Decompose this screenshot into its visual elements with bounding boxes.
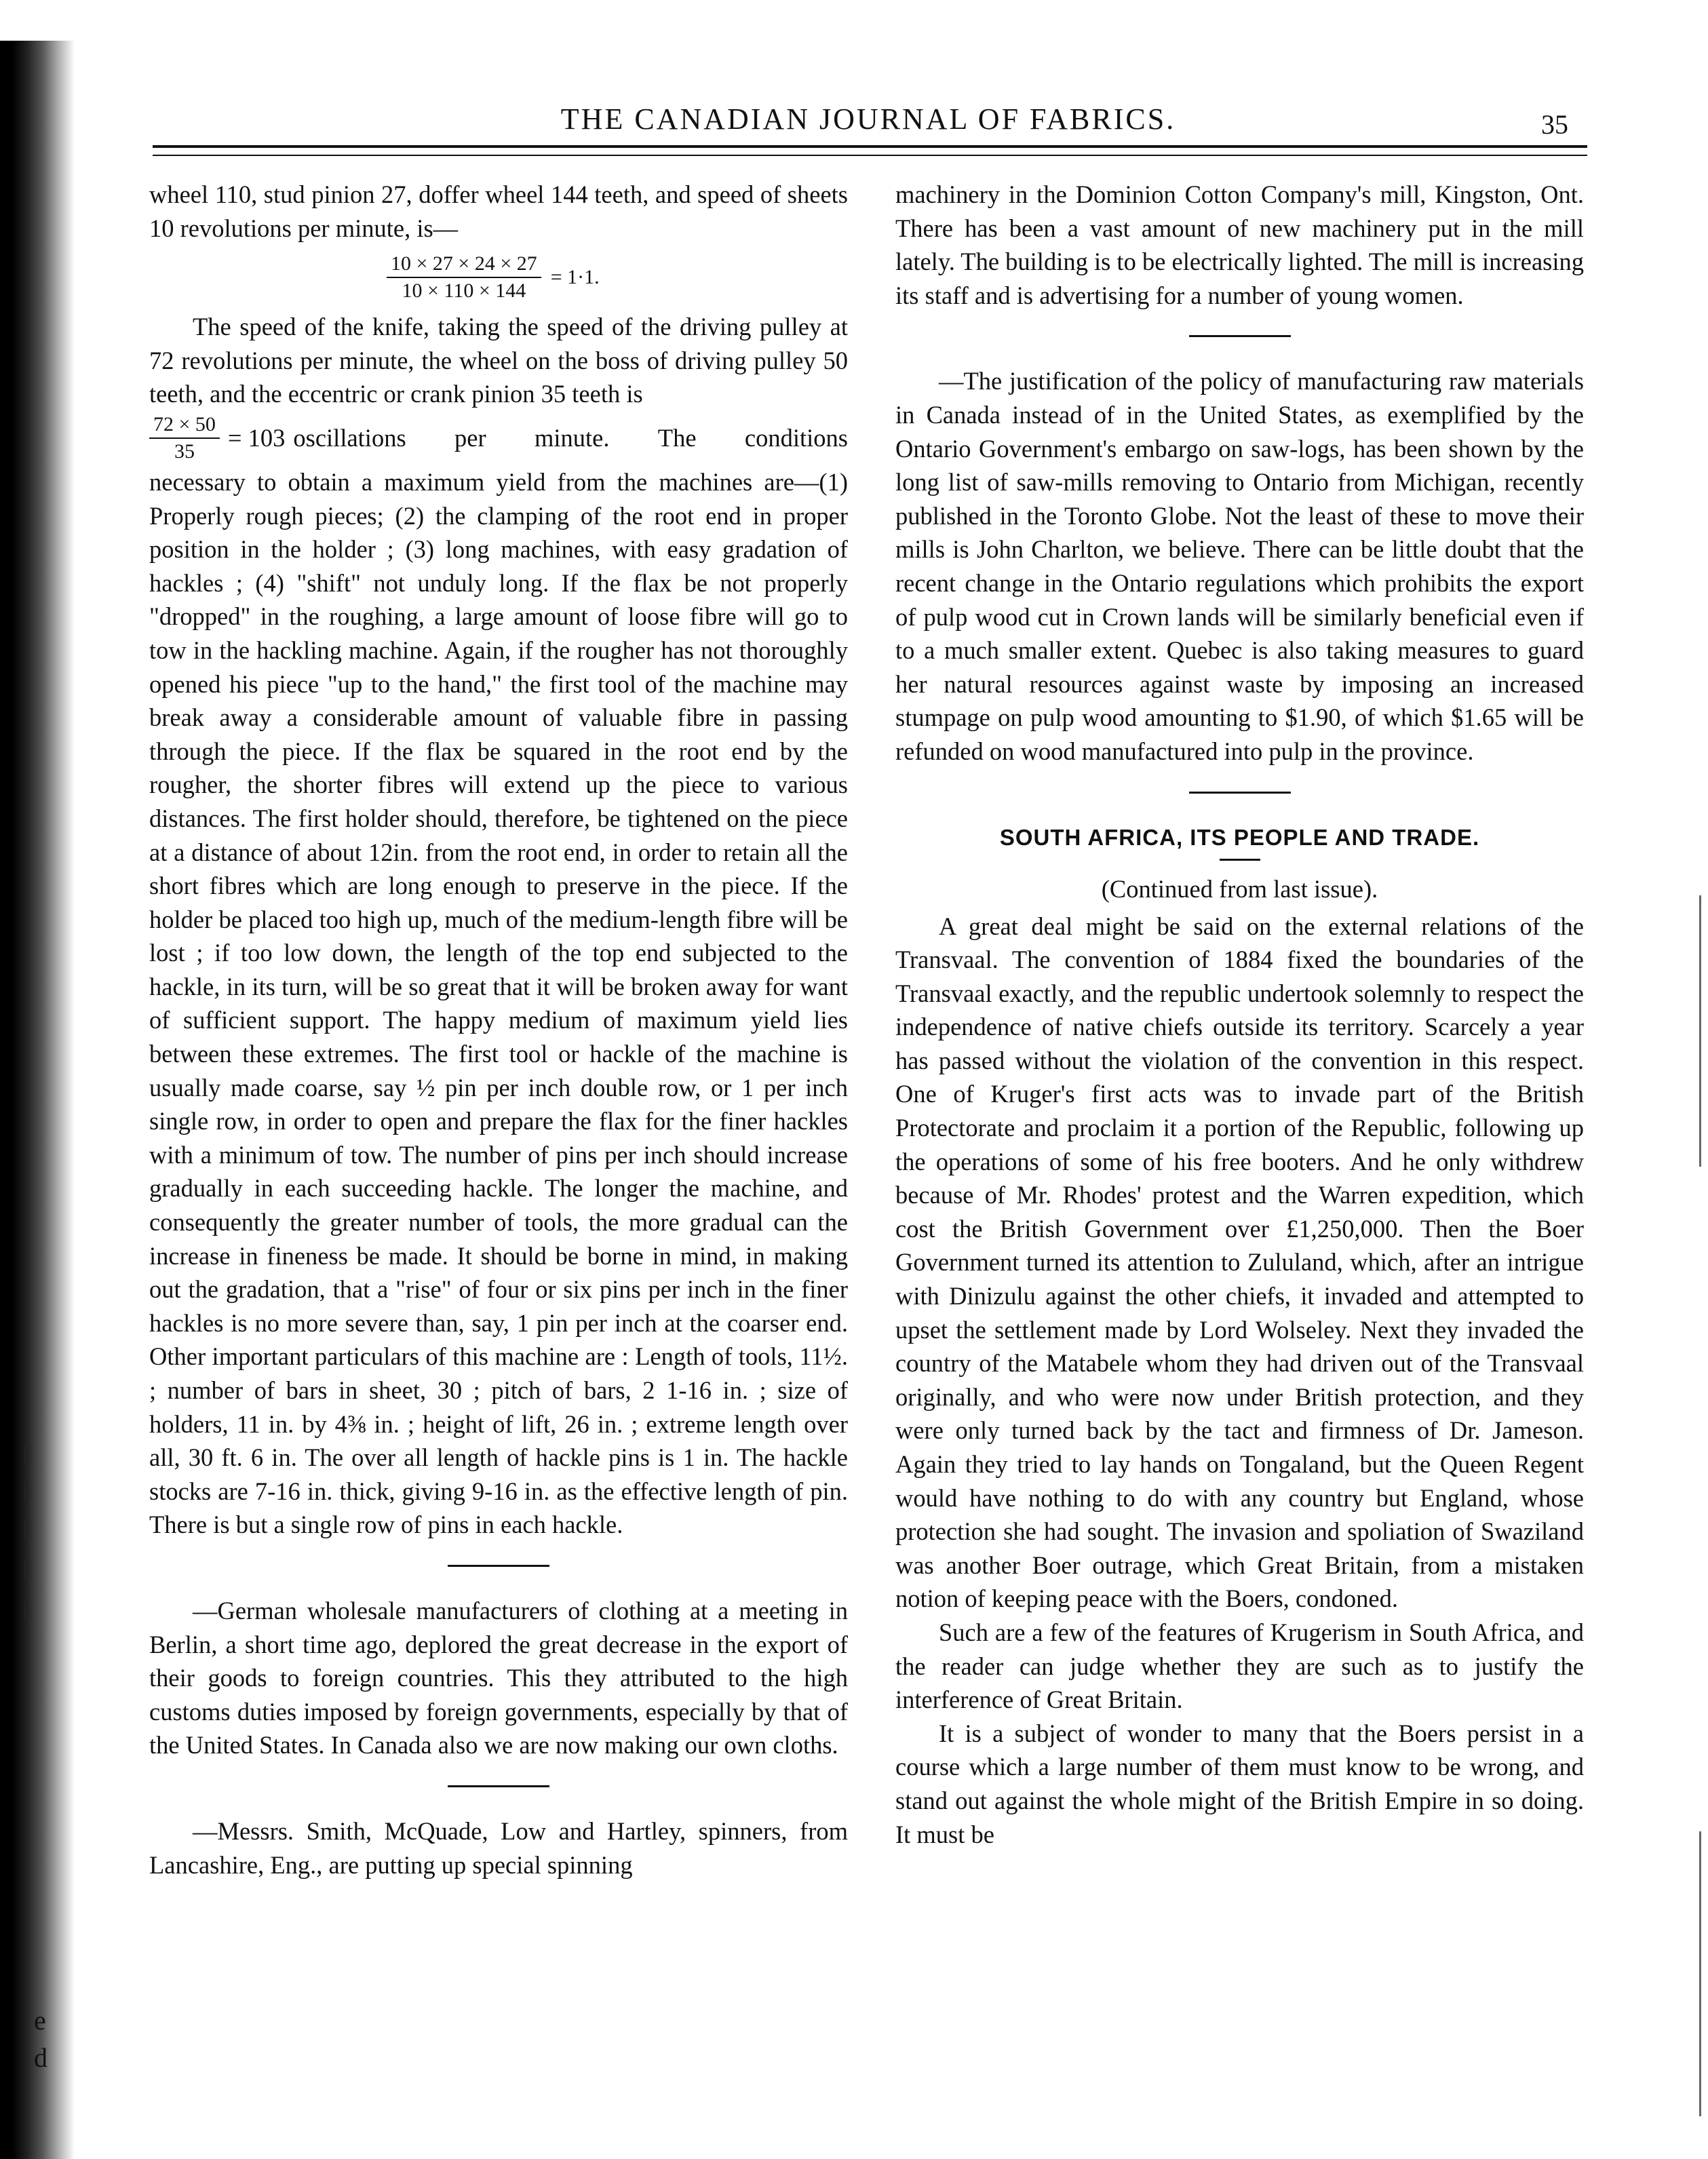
word: minute. — [534, 424, 610, 452]
page-number: 35 — [1541, 109, 1568, 140]
heading-rule — [1220, 859, 1260, 861]
scanned-page-edge — [0, 41, 75, 2159]
numerator: 72 × 50 — [149, 413, 220, 439]
header-rule — [153, 145, 1587, 148]
result: = 103 — [227, 424, 286, 452]
running-title: THE CANADIAN JOURNAL OF FABRICS. — [560, 102, 1176, 136]
numerator: 10 × 27 × 24 × 27 — [387, 252, 541, 278]
fraction — [387, 252, 541, 303]
word: per — [454, 424, 486, 452]
paragraph: The speed of the knife, taking the speed of the driving pulley at 72 revolutions per minute, the wheel on the boss of driving pulley 50 teeth, and the eccentric or crank pinion 35 teeth is — [149, 313, 848, 408]
article-heading: SOUTH AFRICA, ITS PEOPLE AND TRADE. — [999, 824, 1480, 850]
fraction — [149, 413, 220, 463]
margin-letter: d — [34, 2042, 47, 2073]
word: The — [657, 424, 697, 452]
word: conditions — [744, 424, 848, 452]
right-margin-mark — [1699, 895, 1701, 1167]
knife-speed-formula — [149, 411, 848, 465]
word: oscillations — [293, 424, 406, 452]
paragraph: machinery in the Dominion Cotton Company's mill, Kingston, Ont. There has been a vast amount of new machinery put in the mill lately. The building is to be electrically lighted. The mill is increasing its staff and is advertising for a number of young women. — [895, 180, 1584, 309]
section-separator — [448, 1565, 549, 1567]
denominator: 35 — [174, 440, 195, 463]
continued-note: (Continued from last issue). — [1101, 874, 1378, 903]
paragraph: It is a subject of wonder to many that the Boers persist in a course which a large number of them must know to be wrong, and stand out against the whole might of the British Empire in so doing. It must be — [895, 1719, 1584, 1848]
margin-letter: e — [34, 2005, 46, 2036]
section-separator — [1189, 792, 1291, 794]
left-column — [149, 178, 848, 1882]
right-column — [895, 178, 1584, 1851]
paragraph: Such are a few of the features of Krugerism in South Africa, and the reader can judge whether they are such as to justify the interference of Great Britain. — [895, 1618, 1584, 1714]
margin-mark — [24, 1560, 28, 1579]
margin-mark — [24, 1519, 28, 1538]
margin-mark — [24, 1601, 28, 1620]
news-item: —German wholesale manufacturers of clothing at a meeting in Berlin, a short time ago, deplored the great decrease in the export of their goods to foreign countries. This they attributed to the high customs duties imposed by foreign governments, especially by that of the United States. In Canada also we are now making our own cloths. — [149, 1596, 848, 1759]
paragraph: wheel 110, stud pinion 27, doffer wheel 144 teeth, and speed of sheets 10 revolutions per minute, is— — [149, 180, 848, 242]
margin-mark — [24, 1482, 28, 1501]
gear-ratio-formula — [149, 245, 848, 310]
result: = 1·1. — [550, 266, 600, 289]
right-margin-mark — [1699, 1831, 1701, 2116]
denominator: 10 × 110 × 144 — [402, 279, 526, 303]
paragraph: A great deal might be said on the external relations of the Transvaal. The convention of 1884 fixed the boundaries of the Transvaal exactly, and the republic undertook solemnly to respect the independence of native chiefs outside its territory. Scarcely a year has passed without the violation of the convention in this respect. One of Kruger's first acts was to invade part of the British Protectorate and proclaim it a portion of the Republic, following up the operations of some of his free booters. And he only withdrew because of Mr. Rhodes' protest and the Warren expedition, which cost the British Government over £1,250,000. Then the Boer Government turned its attention to Zululand, which, after an intrigue with Dinizulu against the other chiefs, it invaded and attempted to upset the settlement made by Lord Wolseley. Next they invaded the country of the Matabele whom they had driven out of the Transvaal originally, and who were now under British protection, and they were only turned back by the tact and firmness of Dr. Jameson. Again they tried to lay hands on Tongaland, but the Queen Regent would have nothing to do with any country but England, whose protection she had sought. The invasion and spoliation of Swaziland was another Boer outrage, which Great Britain, from a mistaken notion of keeping peace with the Boers, condoned. — [895, 912, 1584, 1613]
margin-mark — [24, 1445, 28, 1464]
header-rule-thin — [153, 155, 1587, 156]
news-item: —The justification of the policy of manufacturing raw materials in Canada instead of in the United States, as exemplified by the Ontario Government's embargo on saw-logs, has been shown by the long list of saw-mills removing to Ontario from Michigan, recently published in the Toronto Globe. Not the least of these to move their mills is John Charlton, we believe. There can be little doubt that the recent change in the Ontario regulations which prohibits the export of pulp wood cut in Crown lands will be similarly beneficial even if to a much smaller extent. Quebec is also taking measures to guard her natural resources against waste by imposing an increased stumpage on pulp wood amounting to $1.90, of which $1.65 will be refunded on wood manufactured into pulp in the province. — [895, 367, 1584, 765]
paragraph: necessary to obtain a maximum yield from the machines are—(1) Properly rough pieces; (2) the clamping of the root end in proper position in the holder ; (3) long machines, with easy gradation of hackles ; (4) "shift" not unduly long. If the flax be not properly "dropped" in the roughing, a large amount of loose fibre will go to tow in the hackling machine. Again, if the rougher has not thoroughly opened his piece "up to the hand," the first tool of the machine may break away a considerable amount of valuable fibre in passing through the piece. If the flax be squared in the root end by the rougher, the shorter fibres will extend up the piece to various distances. The first holder should, therefore, be tightened on the piece at a distance of about 12in. from the root end, in order to retain all the short fibres which are long enough to preserve in the piece. If the holder be placed too high up, much of the medium-length fibre will be lost ; if too low down, the length of the top end subjected to the hackle, in its turn, will be so great that it will be broken away for want of sufficient support. The happy medium of maximum yield lies between these extremes. The first tool or hackle of the machine is usually made coarse, say ½ pin per inch double row, or 1 per inch single row, in order to open and prepare the flax for the finer hackles with a minimum of tow. The number of pins per inch should increase gradually in each succeeding hackle. The longer the machine, and consequently the greater number of tools, the more gradual can the increase in fineness be made. It should be borne in mind, in making out the gradation, that a "rise" of four or six pins per inch in the finer hackles is no more severe than, say, 1 pin per inch at the coarser end. Other important particulars of this machine are : Length of tools, 11½. ; number of bars in sheet, 30 ; pitch of bars, 2 1-16 in. ; size of holders, 11 in. by 4⅜ in. ; height of lift, 26 in. ; extreme length over all, 30 ft. 6 in. The over all length of hackle pins is 1 in. The hackle stocks are 7-16 in. thick, giving 9-16 in. as the effective length of pin. There is but a single row of pins in each hackle. — [149, 467, 848, 1539]
section-separator — [1189, 335, 1291, 337]
formula-text — [293, 423, 848, 452]
section-separator — [448, 1785, 549, 1787]
news-item: —Messrs. Smith, McQuade, Low and Hartley, spinners, from Lancashire, Eng., are putting up special spinning — [149, 1816, 848, 1879]
